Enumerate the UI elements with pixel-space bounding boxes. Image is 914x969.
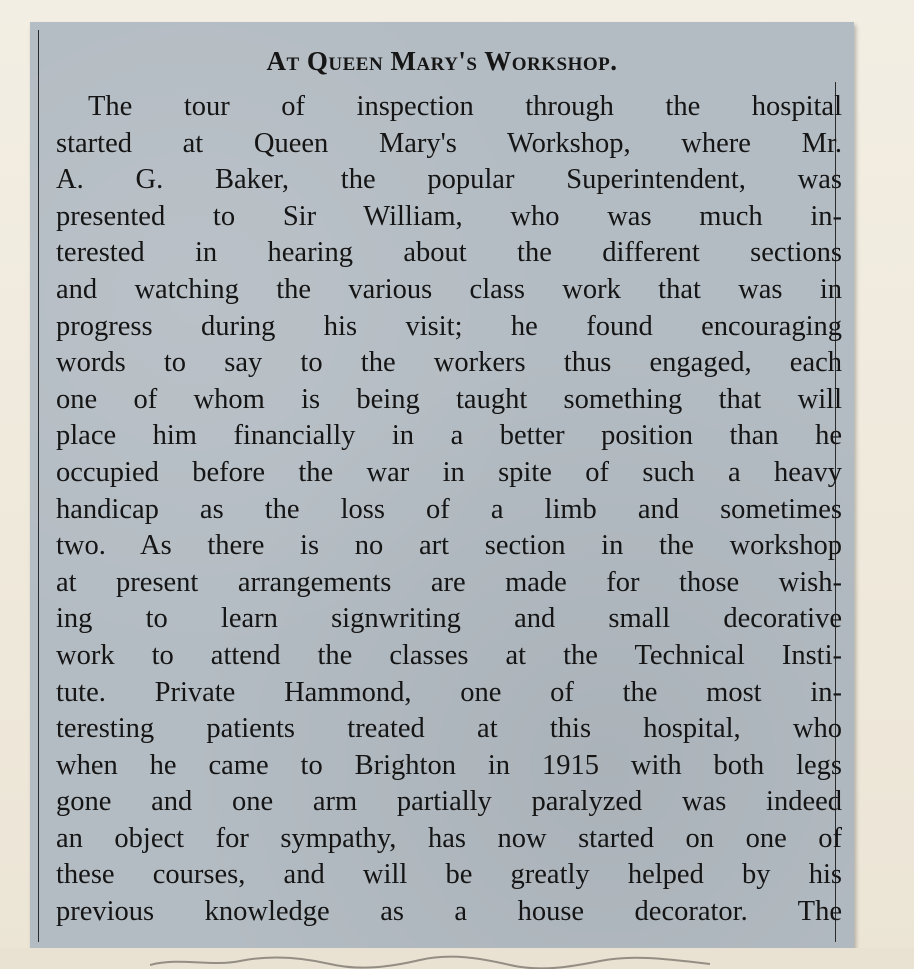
- article-line: one of whom is being taught something that will: [56, 383, 842, 415]
- article-line: presented to Sir William, who was much in-: [56, 200, 842, 232]
- article-line: at present arrangements are made for those wish-: [56, 566, 842, 598]
- article-line: two. As there is no art section in the workshop: [56, 530, 842, 562]
- article-line: occupied before the war in spite of such a heavy: [56, 456, 842, 488]
- article-line: A. G. Baker, the popular Superintendent, was: [56, 164, 842, 196]
- article-line: words to say to the workers thus engaged, each: [56, 347, 842, 379]
- article-line: handicap as the loss of a limb and sometimes: [56, 493, 842, 525]
- article-line: when he came to Brighton in 1915 with both legs: [56, 749, 842, 781]
- article-line: these courses, and will be greatly helped by his: [56, 859, 842, 891]
- handwriting-scrawl: [150, 955, 710, 969]
- article-line: and watching the various class work that was in: [56, 273, 842, 305]
- article-line: terested in hearing about the different sections: [56, 237, 842, 269]
- article-line: gone and one arm partially paralyzed was indeed: [56, 786, 842, 818]
- column-rule-left: [38, 30, 39, 942]
- article-line: place him financially in a better position than he: [56, 420, 842, 452]
- article-line: tute. Private Hammond, one of the most in-: [56, 676, 842, 708]
- article-line: started at Queen Mary's Workshop, where Mr.: [56, 127, 842, 159]
- article-line: an object for sympathy, has now started on one of: [56, 822, 842, 854]
- article-line: teresting patients treated at this hospital, who: [56, 713, 842, 745]
- article-line: The tour of inspection through the hospital: [88, 91, 842, 122]
- article-headline: At Queen Mary's Workshop.: [266, 46, 618, 76]
- article-line: progress during his visit; he found encouraging: [56, 310, 842, 342]
- article-line: previous knowledge as a house decorator. The: [56, 896, 842, 928]
- newspaper-clipping: [30, 22, 854, 950]
- article-body: [56, 89, 842, 931]
- article-line: ing to learn signwriting and small decorative: [56, 603, 842, 635]
- article-line: work to attend the classes at the Technical Insti-: [56, 639, 842, 671]
